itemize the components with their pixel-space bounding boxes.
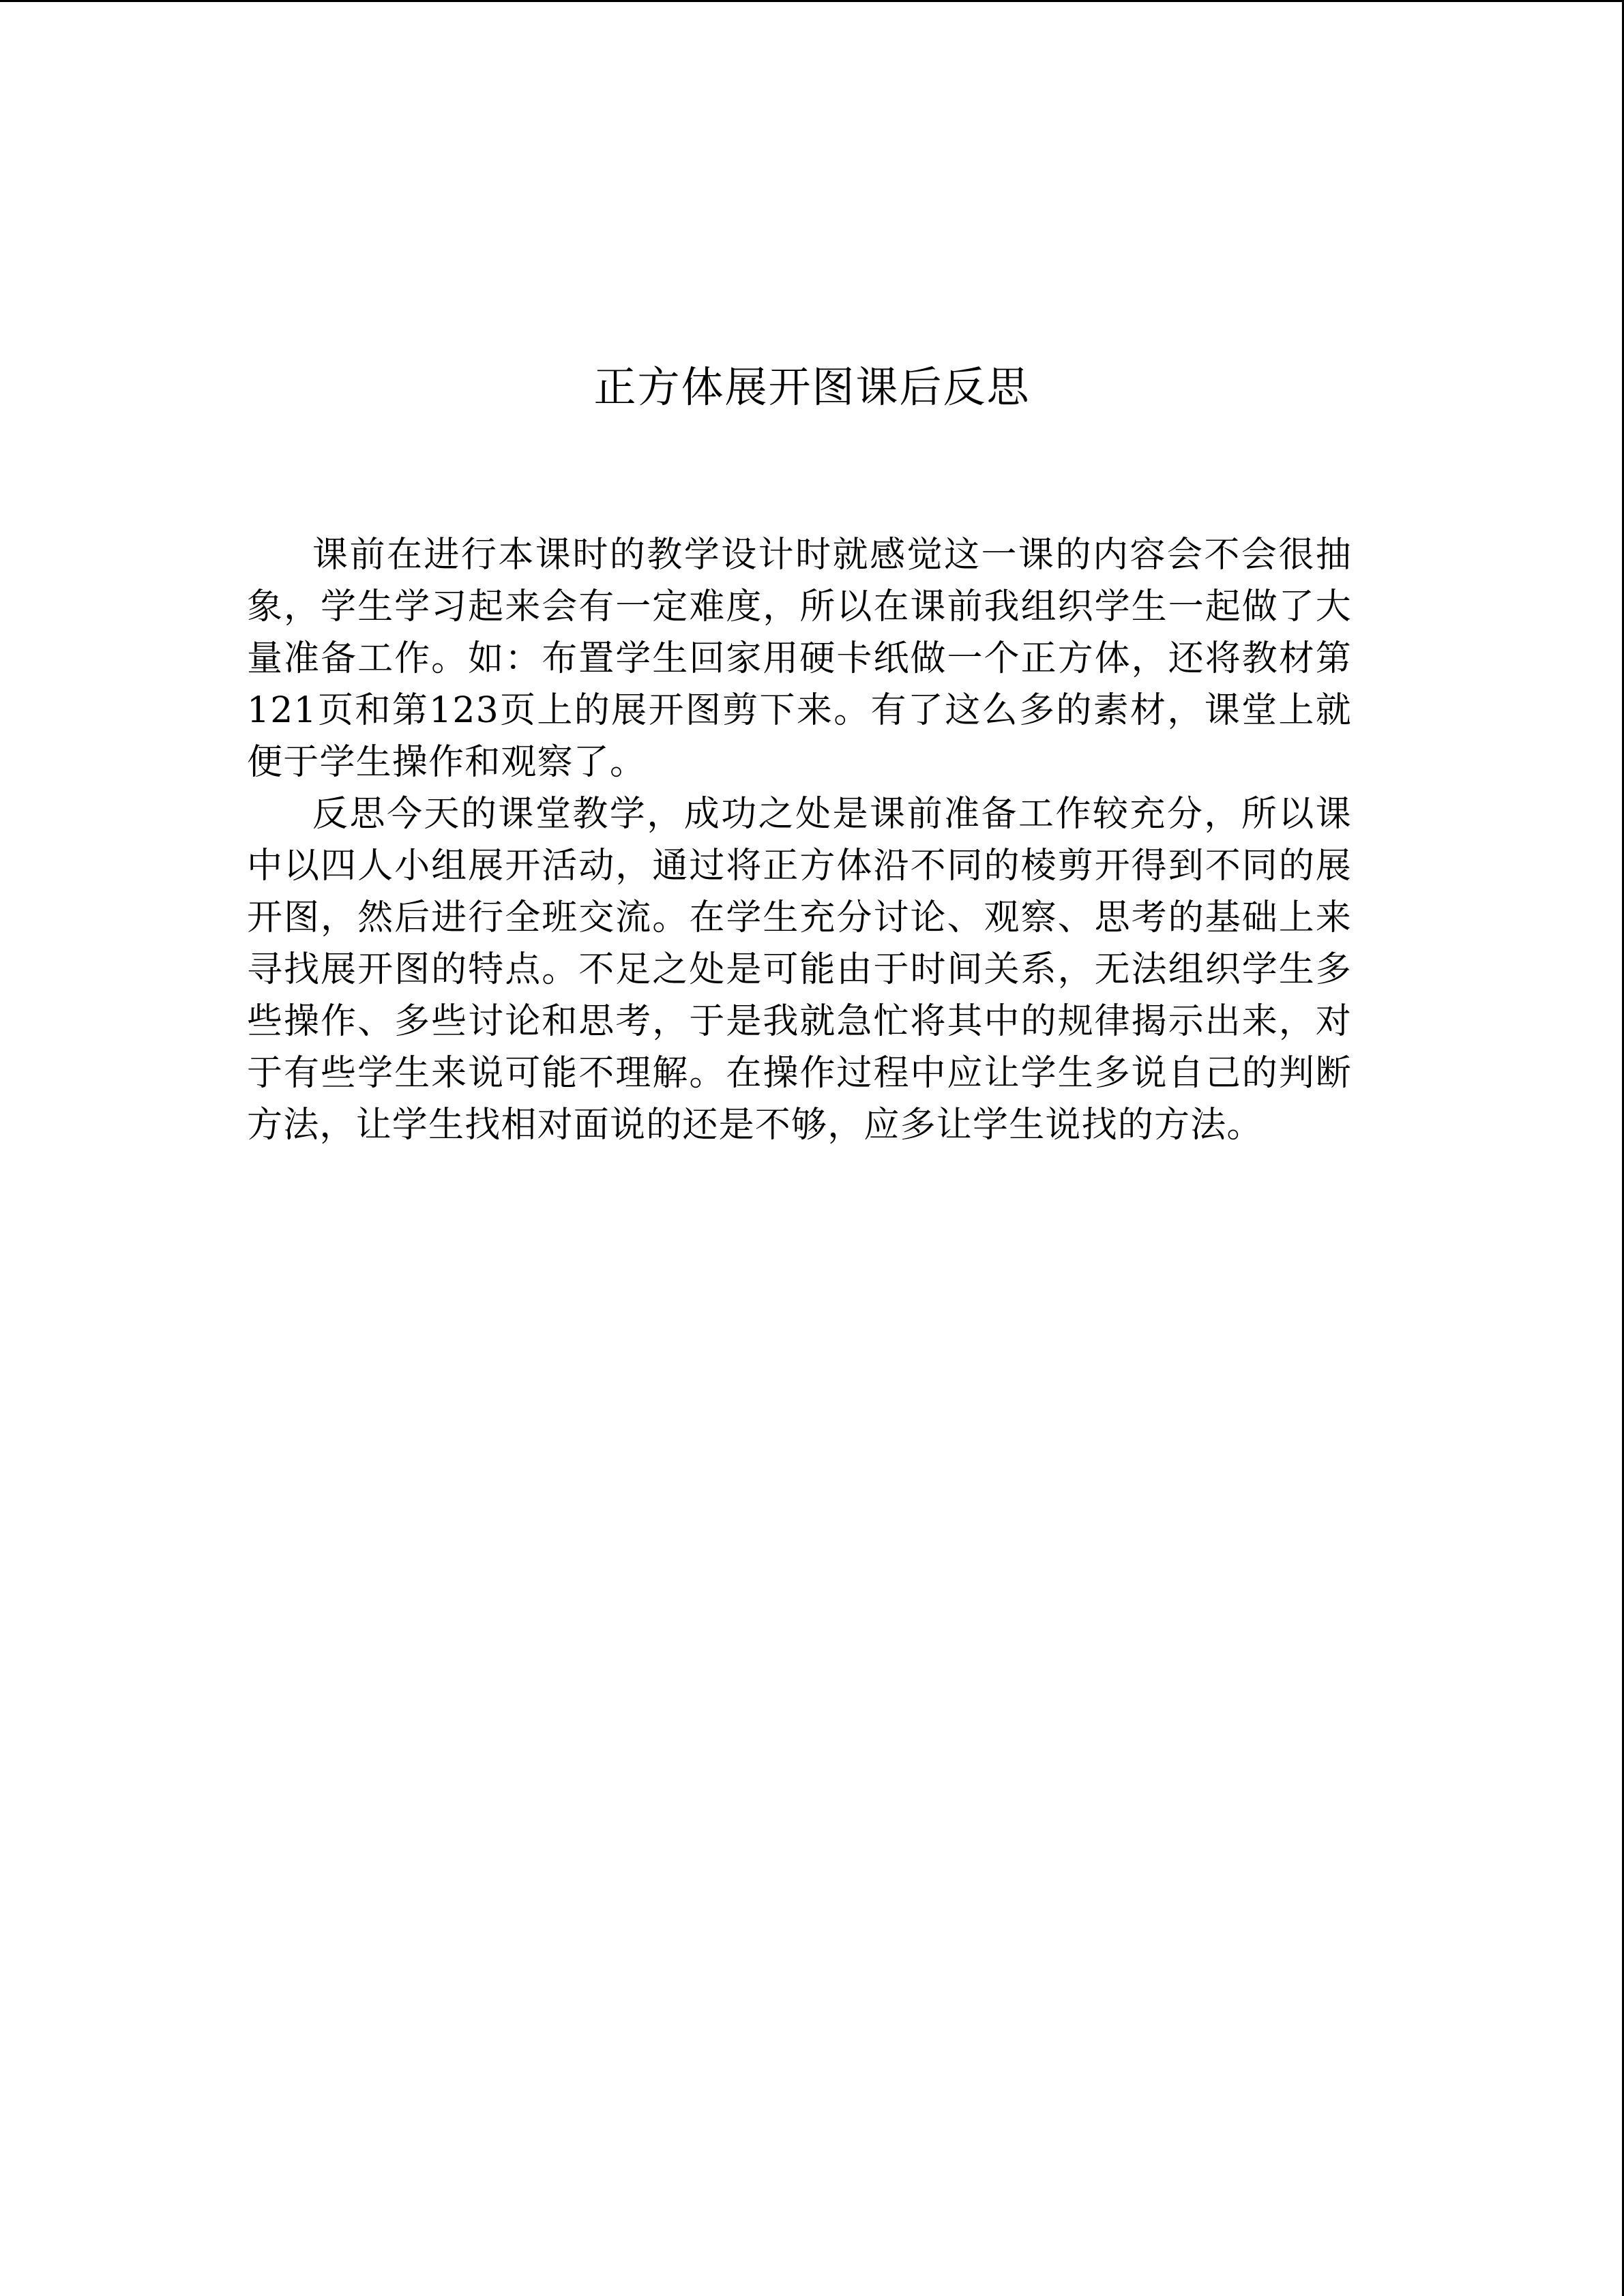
document-title: 正方体展开图课后反思 bbox=[593, 362, 1031, 412]
document-body bbox=[247, 529, 1352, 1151]
page-top-border bbox=[0, 0, 1624, 2]
paragraph-2: 反思今天的课堂教学，成功之处是课前准备工作较充分，所以课中以四人小组展开活动，通过将正方体沿不同的棱剪开得到不同的展开图，然后进行全班交流。在学生充分讨论、观察、思考的基础上来寻找展开图的特点。不足之处是可能由于时间关系，无法组织学生多些操作、多些讨论和思考，于是我就急忙将其中的规律揭示出来，对于有些学生来说可能不理解。在操作过程中应让学生多说自己的判断方法，让学生找相对面说的还是不够，应多让学生说找的方法。 bbox=[247, 794, 1352, 1146]
paragraph-1: 课前在进行本课时的教学设计时就感觉这一课的内容会不会很抽象，学生学习起来会有一定难度，所以在课前我组织学生一起做了大量准备工作。如：布置学生回家用硬卡纸做一个正方体，还将教材第121页和第123页上的展开图剪下来。有了这么多的素材，课堂上就便于学生操作和观察了。 bbox=[247, 535, 1352, 783]
